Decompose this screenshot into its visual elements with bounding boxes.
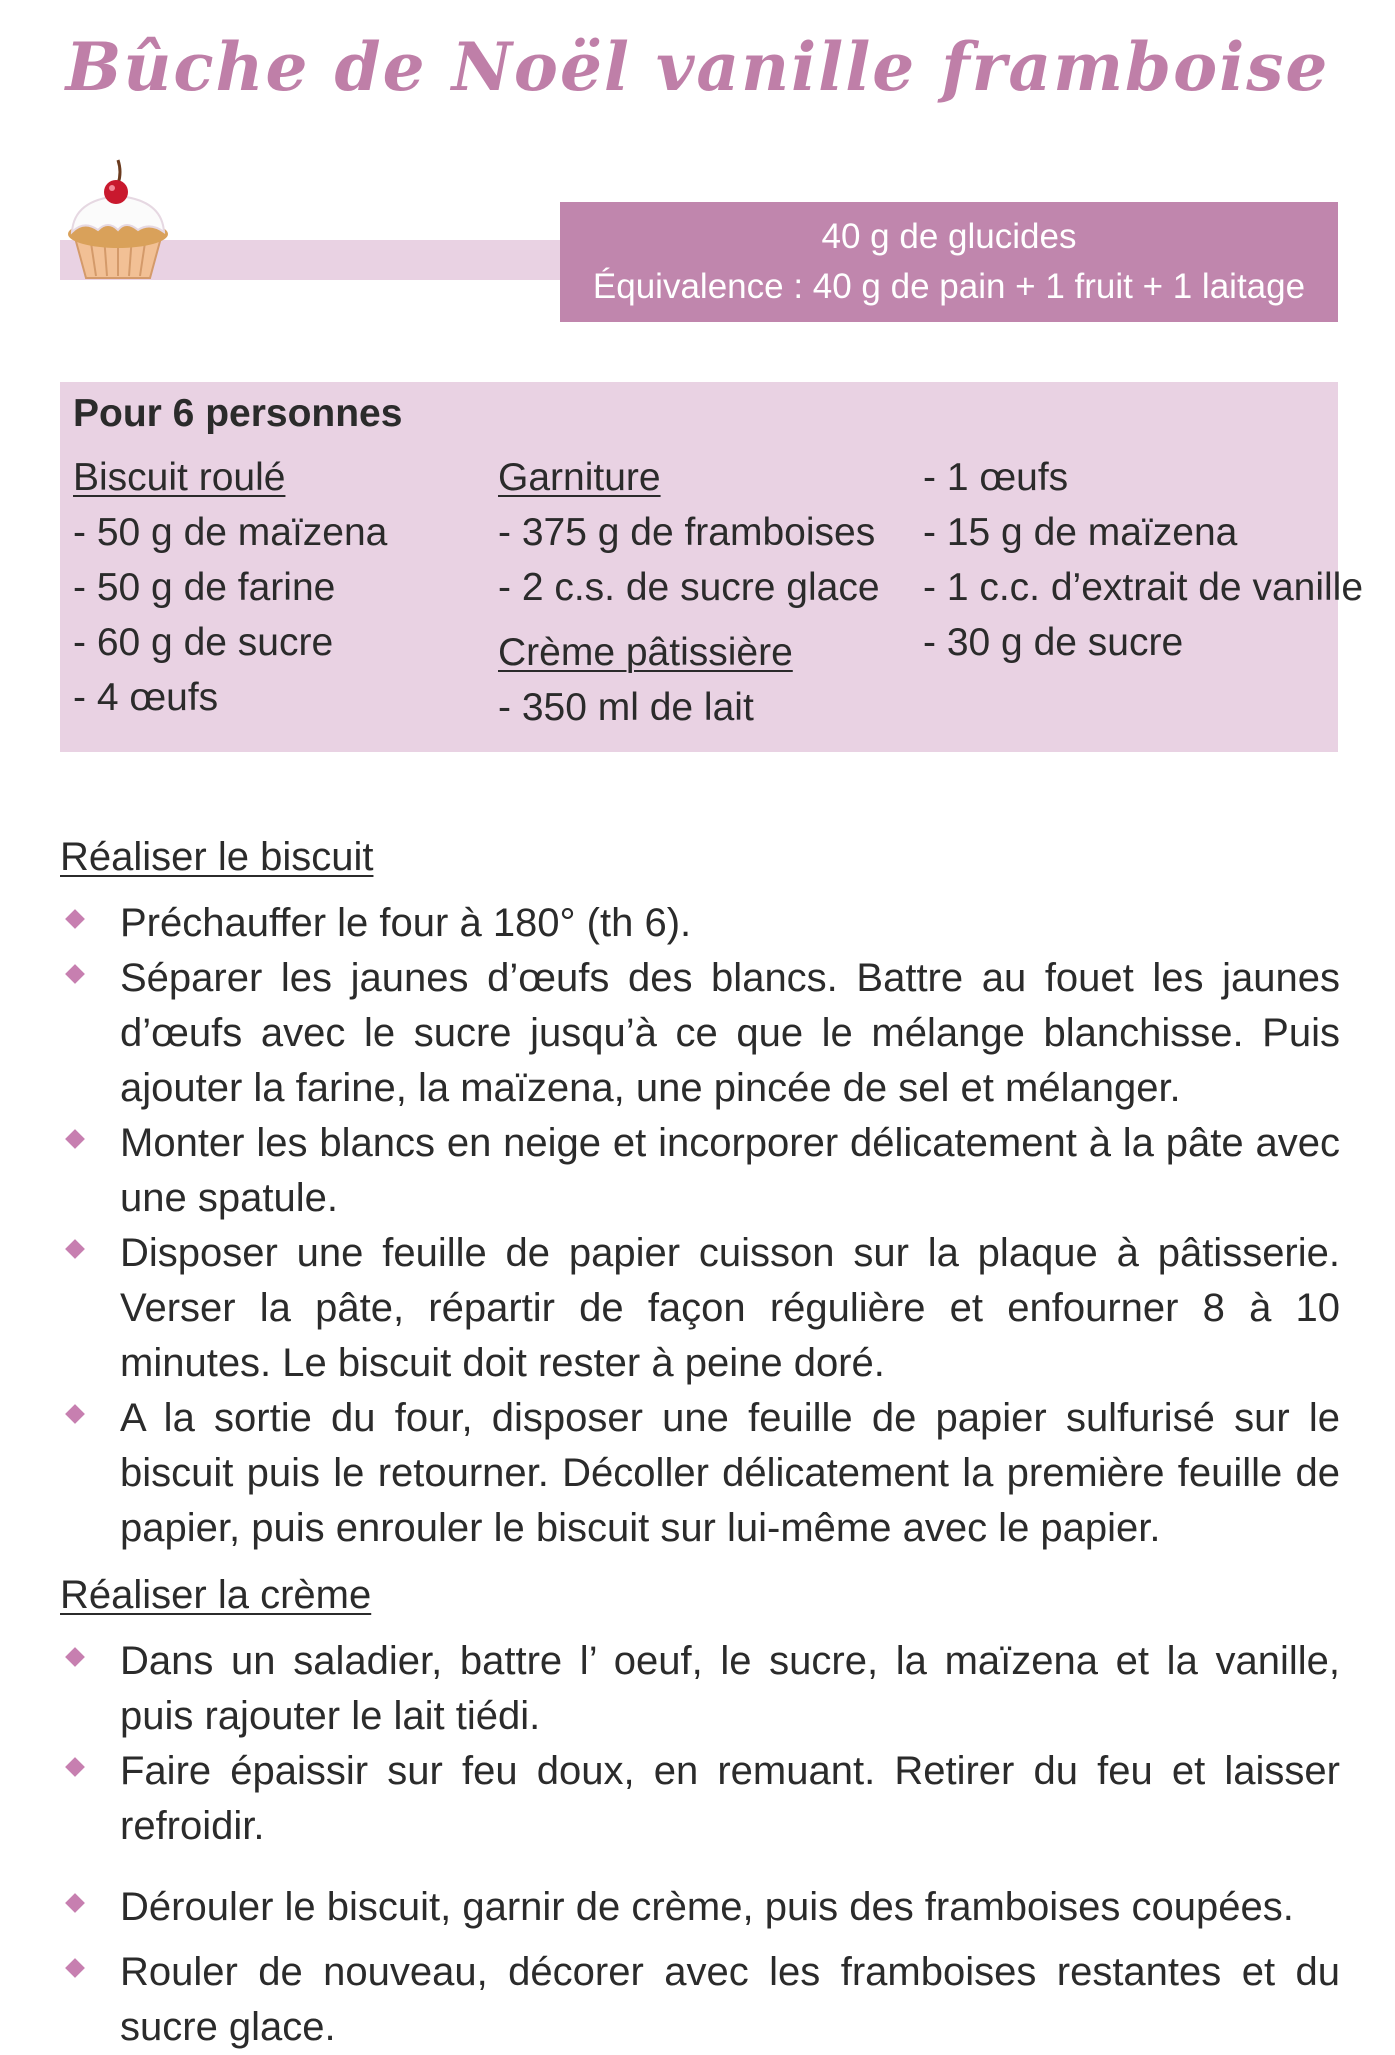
servings-title: Pour 6 personnes [73,392,403,435]
carb-amount: 40 g de glucides [821,217,1077,256]
step-item: Disposer une feuille de papier cuisson sur la plaque à pâtisserie. Verser la pâte, répartir de façon régulière et enfourner 8 à 10 minutes. Le biscuit doit rester à peine doré. [60,1226,1340,1391]
diamond-bullet-icon [65,909,85,929]
ingredient-item: - 15 g de maïzena [923,511,1238,554]
step-item: Séparer les jaunes d’œufs des blancs. Battre au fouet les jaunes d’œufs avec le sucre jusqu’à ce que le mélange blanchisse. Puis ajouter la farine, la maïzena, une pincée de sel et mélanger. [60,951,1340,1116]
diamond-bullet-icon [65,1958,85,1978]
biscuit-steps-list [60,896,1340,1556]
ingredient-item: - 50 g de maïzena [73,511,388,554]
diamond-bullet-icon [65,1647,85,1667]
ingredient-item: - 60 g de sucre [73,621,334,664]
creme-heading: Crème pâtissière [498,631,793,674]
ingredients-col-2 [498,450,880,735]
step-item: Rouler de nouveau, décorer avec les framboises restantes et du sucre glace. [60,1945,1340,2055]
recipe-title: Bûche de Noël vanille framboise [65,28,1330,106]
step-item: Dans un saladier, battre l’ oeuf, le sucre, la maïzena et la vanille, puis rajouter le lait tiédi. [60,1634,1340,1744]
creme-steps-title: Réaliser la crème [60,1573,372,1617]
diamond-bullet-icon [65,964,85,984]
carb-info-box [560,202,1338,322]
final-steps-list [60,1880,1340,2055]
ingredient-item: - 1 œufs [923,456,1069,499]
diamond-bullet-icon [65,1404,85,1424]
ingredients-box [60,382,1364,752]
step-item: A la sortie du four, disposer une feuille de papier sulfurisé sur le biscuit puis le retourner. Décoller délicatement la première feuille de papier, puis enrouler le biscuit sur lui-même avec le papier. [60,1391,1340,1556]
step-item: Dérouler le biscuit, garnir de crème, puis des framboises coupées. [60,1880,1340,1935]
instructions [60,830,1340,2055]
carb-equivalence: Équivalence : 40 g de pain + 1 fruit + 1 laitage [592,267,1306,306]
ingredient-item: - 375 g de framboises [498,511,876,554]
ingredient-item: - 2 c.s. de sucre glace [498,566,880,609]
diamond-bullet-icon [65,1757,85,1777]
ingredients-col-1 [73,450,387,725]
step-item: Monter les blancs en neige et incorporer délicatement à la pâte avec une spatule. [60,1116,1340,1226]
ingredient-item: - 1 c.c. d’extrait de vanille [923,566,1364,609]
ingredient-item: - 30 g de sucre [923,621,1184,664]
step-item: Faire épaissir sur feu doux, en remuant. Retirer du feu et laisser refroidir. [60,1744,1340,1854]
step-item: Préchauffer le four à 180° (th 6). [60,896,1340,951]
diamond-bullet-icon [65,1129,85,1149]
diamond-bullet-icon [65,1239,85,1259]
garniture-heading: Garniture [498,456,661,499]
biscuit-steps-title: Réaliser le biscuit [60,835,374,879]
diamond-bullet-icon [65,1893,85,1913]
ingredient-item: - 4 œufs [73,676,219,719]
creme-steps-list [60,1634,1340,1854]
ingredient-item: - 50 g de farine [73,566,336,609]
ingredients-col-3 [923,450,1363,670]
ingredient-item: - 350 ml de lait [498,686,754,729]
biscuit-heading: Biscuit roulé [73,456,286,499]
cupcake-icon [60,148,176,284]
